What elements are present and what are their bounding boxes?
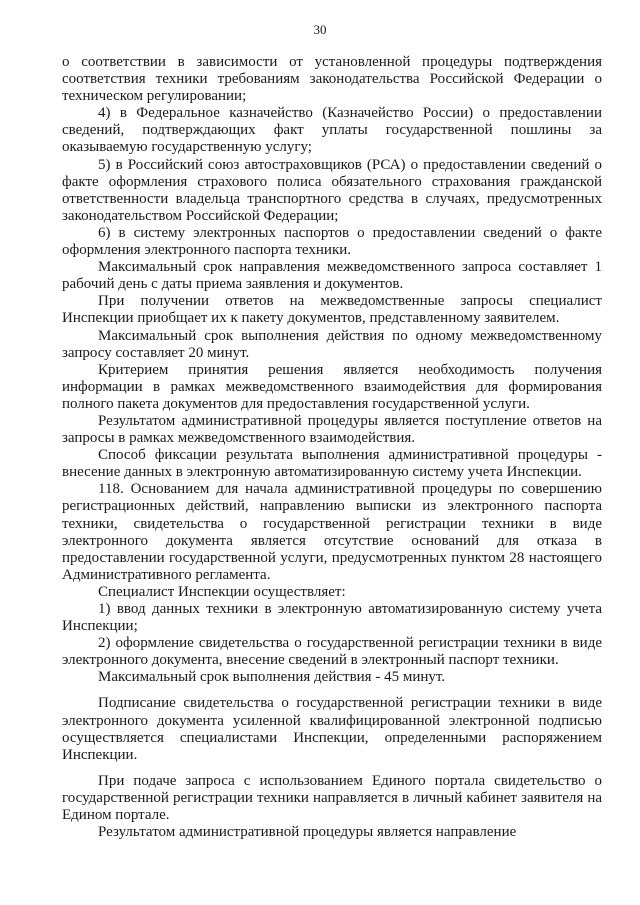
paragraph-criterion: Критерием принятия решения является необходимость получения информации в рамках межведомственного взаимодействия для формирования полного пакета документов для предоставления государственной услуги. — [62, 361, 602, 412]
paragraph-specialist: Специалист Инспекции осуществляет: — [98, 583, 346, 600]
paragraph-max-term-action: Максимальный срок выполнения действия по одному межведомственному запросу составляет 20 минут. — [62, 327, 602, 361]
paragraph-step-1: 1) ввод данных техники в электронную автоматизированную систему учета Инспекции; — [62, 601, 602, 635]
paragraph-portal: При подаче запроса с использованием Единого портала свидетельство о государственной регистрации техники направляется в личный кабинет заявителя на Едином портале. — [62, 772, 602, 824]
paragraph-signing: Подписание свидетельства о государственной регистрации техники в виде электронного документа усиленной квалифицированной электронной подписью осуществляется специалистами Инспекции, определенными распоряжением Инспекции. — [62, 695, 602, 763]
paragraph-max-term-request: Максимальный срок направления межведомственного запроса составляет 1 рабочий день с даты приема заявления и документов. — [62, 259, 602, 293]
paragraph-118: 118. Основанием для начала административной процедуры по совершению регистрационных действий, направлению выписки из электронного паспорта техники, свидетельства о государственной регистрации техники в виде электронного документа является отсутствие оснований для отказа в предоставлении государственной услуги, предусмотренных пунктом 28 настоящего Административного регламента. — [62, 481, 602, 583]
paragraph-max-term-45: Максимальный срок выполнения действия - 45 минут. — [98, 669, 446, 686]
page-number: 30 — [313, 22, 327, 37]
paragraph-item-6: 6) в систему электронных паспортов о предоставлении сведений о факте оформления электронного паспорта техники. — [62, 224, 602, 259]
document-body — [62, 54, 602, 841]
paragraph-continuation: о соответствии в зависимости от установленной процедуры подтверждения соответствия техники требованиям законодательства Российской Федерации о техническом регулировании; — [62, 54, 602, 105]
paragraph-result-final: Результатом административной процедуры является направление — [98, 824, 517, 841]
paragraph-result: Результатом административной процедуры является поступление ответов на запросы в рамках межведомственного взаимодействия. — [62, 412, 602, 447]
paragraph-step-2: 2) оформление свидетельства о государственной регистрации техники в виде электронного документа, внесение сведений в электронный паспорт техники. — [62, 635, 602, 669]
paragraph-item-5: 5) в Российский союз автостраховщиков (РСА) о предоставлении сведений о факте оформления страхового полиса обязательного страхования гражданской ответственности владельца транспортного средства в случаях, предусмотренных законодательством Российской Федерации; — [62, 156, 602, 224]
paragraph-item-4: 4) в Федеральное казначейство (Казначейство России) о предоставлении сведений, подтверждающих факт уплаты государственной пошлины за оказываемую государственную услугу; — [62, 105, 602, 156]
paragraph-fixation: Способ фиксации результата выполнения административной процедуры - внесение данных в электронную автоматизированную систему учета Инспекции. — [62, 447, 602, 481]
paragraph-responses: При получении ответов на межведомственные запросы специалист Инспекции приобщает их к пакету документов, представленному заявителем. — [62, 293, 602, 327]
